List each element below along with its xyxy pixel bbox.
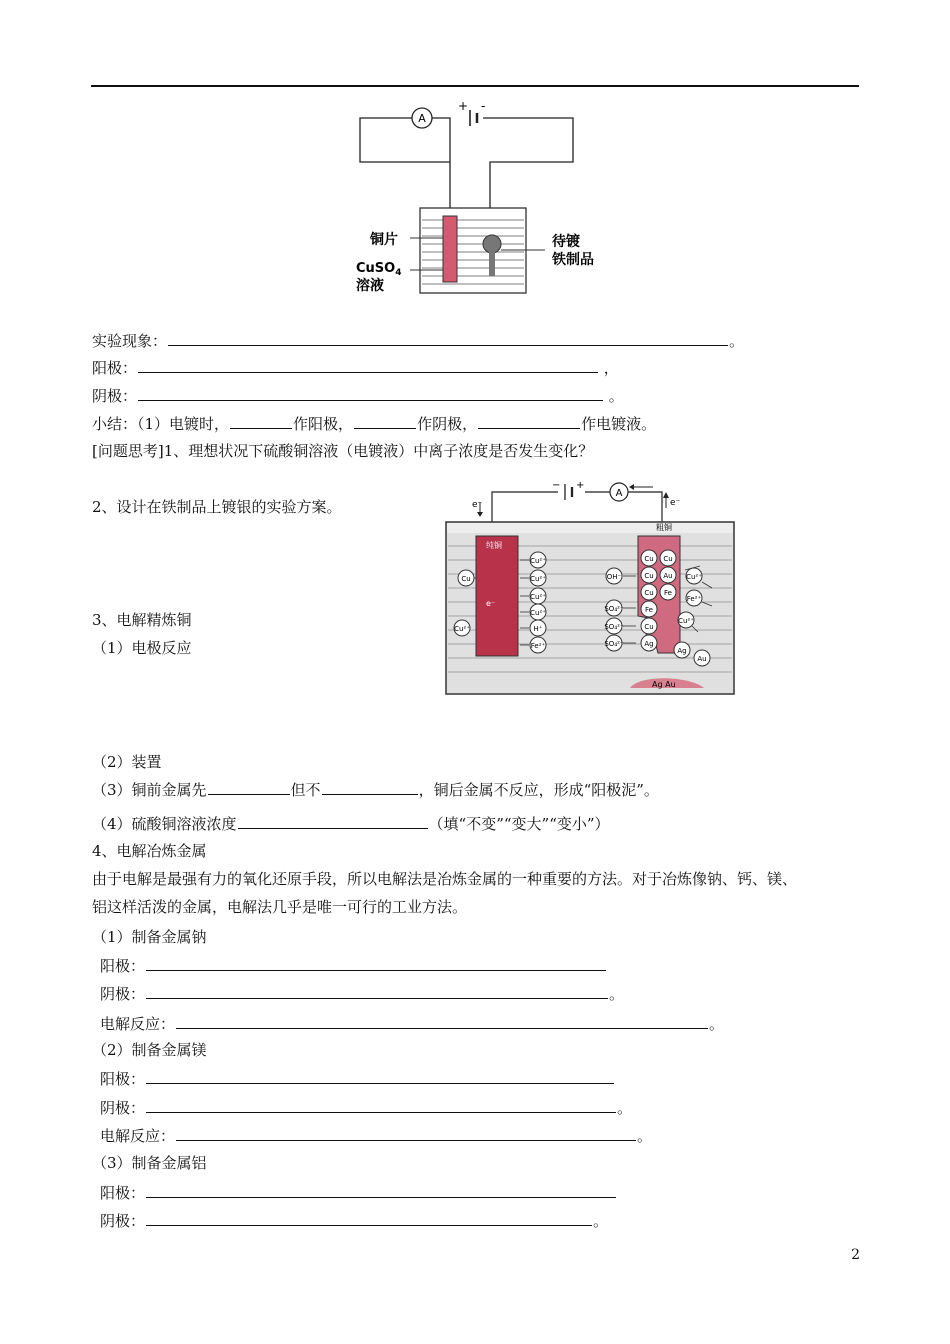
svg-text:Cu²⁺: Cu²⁺ <box>530 557 546 565</box>
magnesium-anode: 阳极： <box>100 1068 615 1089</box>
svg-text:Cu²⁺: Cu²⁺ <box>530 593 546 601</box>
svg-text:Cu: Cu <box>644 555 654 563</box>
svg-text:铁制品: 铁制品 <box>552 252 594 268</box>
section-3-title: 3、电解精炼铜 <box>92 611 192 629</box>
svg-text:Cu²⁺: Cu²⁺ <box>530 609 546 617</box>
magnesium-cathode: 阴极： 。 <box>100 1099 633 1117</box>
aluminium-cathode: 阴极： 。 <box>100 1212 609 1230</box>
svg-text:SO₄²⁻: SO₄²⁻ <box>604 605 624 613</box>
svg-text:SO₄²⁻: SO₄²⁻ <box>604 623 624 631</box>
aluminium-heading: （3）制备金属铝 <box>92 1154 207 1172</box>
svg-text:−: − <box>552 480 561 491</box>
header-rule <box>91 85 859 87</box>
svg-text:待镀: 待镀 <box>552 234 580 250</box>
svg-text:Ag Au: Ag Au <box>652 680 676 689</box>
section-3-2: （2）装置 <box>92 753 162 771</box>
svg-text:+: + <box>576 480 585 491</box>
svg-text:OH⁻: OH⁻ <box>606 573 622 581</box>
svg-text:H⁺: H⁺ <box>533 625 543 633</box>
svg-text:Ag: Ag <box>644 640 654 648</box>
section-4-para-1: 由于电解是最强有力的氧化还原手段，所以电解法是冶炼金属的一种重要的方法。对于冶炼像钠、钙、镁、 <box>92 870 798 888</box>
svg-text:Au: Au <box>663 572 673 580</box>
anode-line-1: 阳极： ， <box>92 359 619 377</box>
sodium-anode: 阳极： <box>100 955 607 976</box>
svg-text:Fe: Fe <box>645 606 653 614</box>
magnesium-reaction: 电解反应： 。 <box>100 1127 653 1145</box>
ammeter-label: A <box>418 112 426 125</box>
svg-text:Au: Au <box>697 655 707 663</box>
sodium-reaction: 电解反应： 。 <box>100 1015 725 1033</box>
svg-text:e⁻: e⁻ <box>670 498 681 508</box>
svg-text:CuSO4: CuSO$_4$ <box>356 261 402 278</box>
svg-text:Cu: Cu <box>644 572 654 580</box>
section-3-4: （4）硫酸铜溶液浓度 （填“不变”“变大”“变小”） <box>92 815 610 833</box>
svg-text:Fe: Fe <box>664 589 672 597</box>
cathode-line-1: 阴极： 。 <box>92 387 624 405</box>
svg-text:e⁻: e⁻ <box>472 500 483 510</box>
section-3-1: （1）电极反应 <box>92 639 192 657</box>
svg-text:Ag: Ag <box>677 647 687 655</box>
section-3-3: （3）铜前金属先 但不 ，铜后金属不反应，形成“阳极泥”。 <box>92 781 659 799</box>
copper-refining-figure <box>440 478 740 700</box>
question-1: [问题思考]1、理想状况下硫酸铜溶液（电镀液）中离子浓度是否发生变化？ <box>92 442 594 460</box>
svg-text:Cu: Cu <box>644 623 654 631</box>
svg-text:Cu²⁺: Cu²⁺ <box>530 575 546 583</box>
aluminium-anode: 阳极： <box>100 1182 617 1203</box>
svg-text:Cu²⁺: Cu²⁺ <box>686 573 702 581</box>
magnesium-heading: （2）制备金属镁 <box>92 1041 207 1059</box>
svg-text:SO₄²⁻: SO₄²⁻ <box>604 640 624 648</box>
svg-text:Fe²⁺: Fe²⁺ <box>530 642 546 650</box>
svg-text:Cu: Cu <box>461 575 471 583</box>
summary-line: 小结：（1）电镀时， 作阳极， 作阴极， 作电镀液。 <box>92 415 657 433</box>
section-4-title: 4、电解冶炼金属 <box>92 842 207 860</box>
svg-text:e⁻: e⁻ <box>486 599 496 608</box>
svg-text:Fe²⁺: Fe²⁺ <box>686 595 702 603</box>
svg-text:溶液: 溶液 <box>356 278 384 294</box>
sodium-cathode: 阴极： 。 <box>100 985 625 1003</box>
svg-text:+: + <box>458 99 469 113</box>
copper-plate-label: 铜片 <box>370 232 398 248</box>
sodium-heading: （1）制备金属钠 <box>92 928 207 946</box>
svg-text:纯铜: 纯铜 <box>486 541 502 550</box>
section-4-para-2: 铝这样活泼的金属，电解法几乎是唯一可行的工业方法。 <box>92 898 468 916</box>
phenomenon-line: 实验现象： 。 <box>92 332 745 350</box>
svg-text:Cu²⁺: Cu²⁺ <box>454 625 470 633</box>
svg-text:Cu: Cu <box>663 555 673 563</box>
electroplating-figure <box>340 98 620 303</box>
question-2: 2、设计在铁制品上镀银的实验方案。 <box>92 498 342 516</box>
svg-text:粗铜: 粗铜 <box>656 523 672 532</box>
svg-text:Cu²⁺: Cu²⁺ <box>678 617 694 625</box>
svg-text:Cu: Cu <box>644 589 654 597</box>
page-number: 2 <box>851 1247 860 1263</box>
svg-text:A: A <box>615 488 623 499</box>
svg-text:-: - <box>481 99 486 113</box>
